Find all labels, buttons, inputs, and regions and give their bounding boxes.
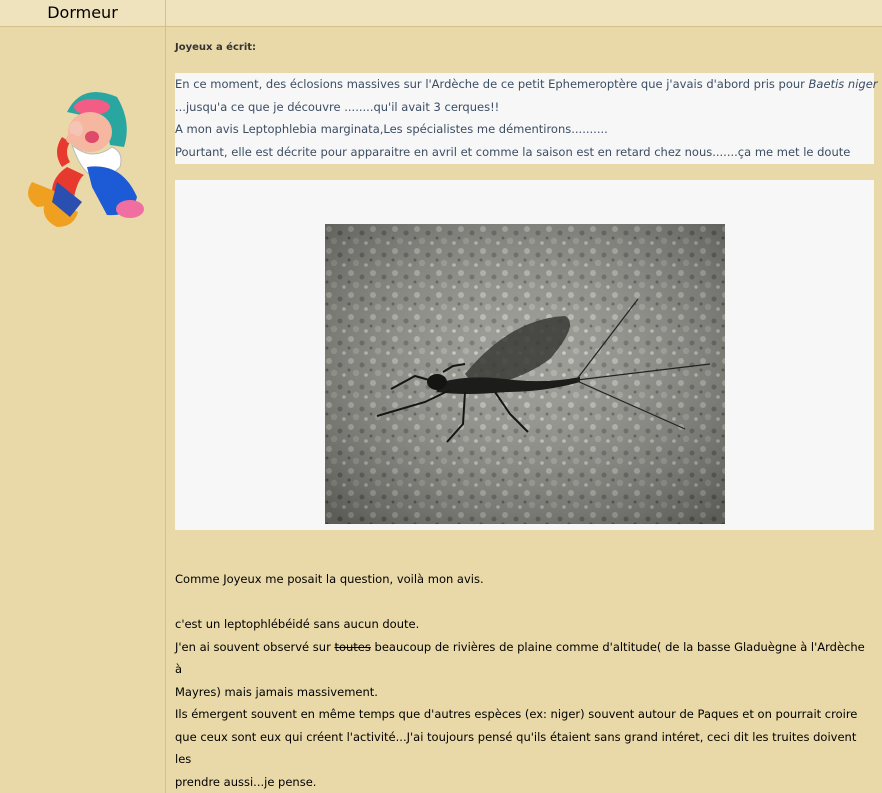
reply-line-7: prendre aussi...je pense. [175, 774, 317, 789]
reply-line-3-end: beaucoup de rivières de plaine comme d'altitude( de la basse Gladuègne à l'Ardèche à [175, 639, 865, 676]
quote-author-label: Joyeux a écrit: [175, 42, 257, 53]
quote-line-2: ...jusqu'a ce que je découvre ........qu'il avait 3 cerques!! [175, 99, 500, 114]
post-header-row [0, 0, 882, 27]
quote-line-1 [175, 73, 878, 96]
reply-line-4: Mayres) mais jamais massivement. [175, 684, 378, 699]
author-column [0, 27, 166, 793]
reply-line-5: Ils émergent souvent en même temps que d'autres espèces (ex: niger) souvent autour de Paques et on pourrait croire [175, 707, 858, 721]
reply-strikethrough-word: toutes [334, 639, 371, 654]
reply-gap [175, 591, 875, 614]
quote-block [175, 73, 878, 164]
reply-line-2: c'est un leptophlébéidé sans aucun doute. [175, 617, 420, 631]
quote-line-3: A mon avis Leptophlebia marginata,Les spécialistes me démentirons.......... [175, 122, 608, 136]
reply-line-6: que ceux sont eux qui créent l'activité...J'ai toujours pensé qu'ils étaient sans grand intéret, ceci dit les truites doivent les [175, 729, 857, 766]
reply-line-1: Comme Joyeux me posait la question, voilà mon avis. [175, 572, 484, 586]
reply-line-3 [175, 636, 875, 681]
reply-text [175, 568, 875, 793]
mayfly-photo[interactable] [325, 224, 725, 524]
avatar[interactable] [12, 67, 152, 232]
reply-line-3-start: J'en ai souvent observé sur [175, 639, 331, 654]
quote-line-4: Pourtant, elle est décrite pour apparaitre en avril et comme la saison est en retard chez nous.......ça me met le doute [175, 144, 851, 159]
quote-line-1-text: En ce moment, des éclosions massives sur l'Ardèche de ce petit Ephemeroptère que j'avais d'abord pris pour [175, 77, 805, 91]
post-author-name[interactable]: Dormeur [0, 0, 166, 26]
quote-species-italic: Baetis niger [808, 77, 878, 91]
quote-image-container [175, 180, 874, 530]
